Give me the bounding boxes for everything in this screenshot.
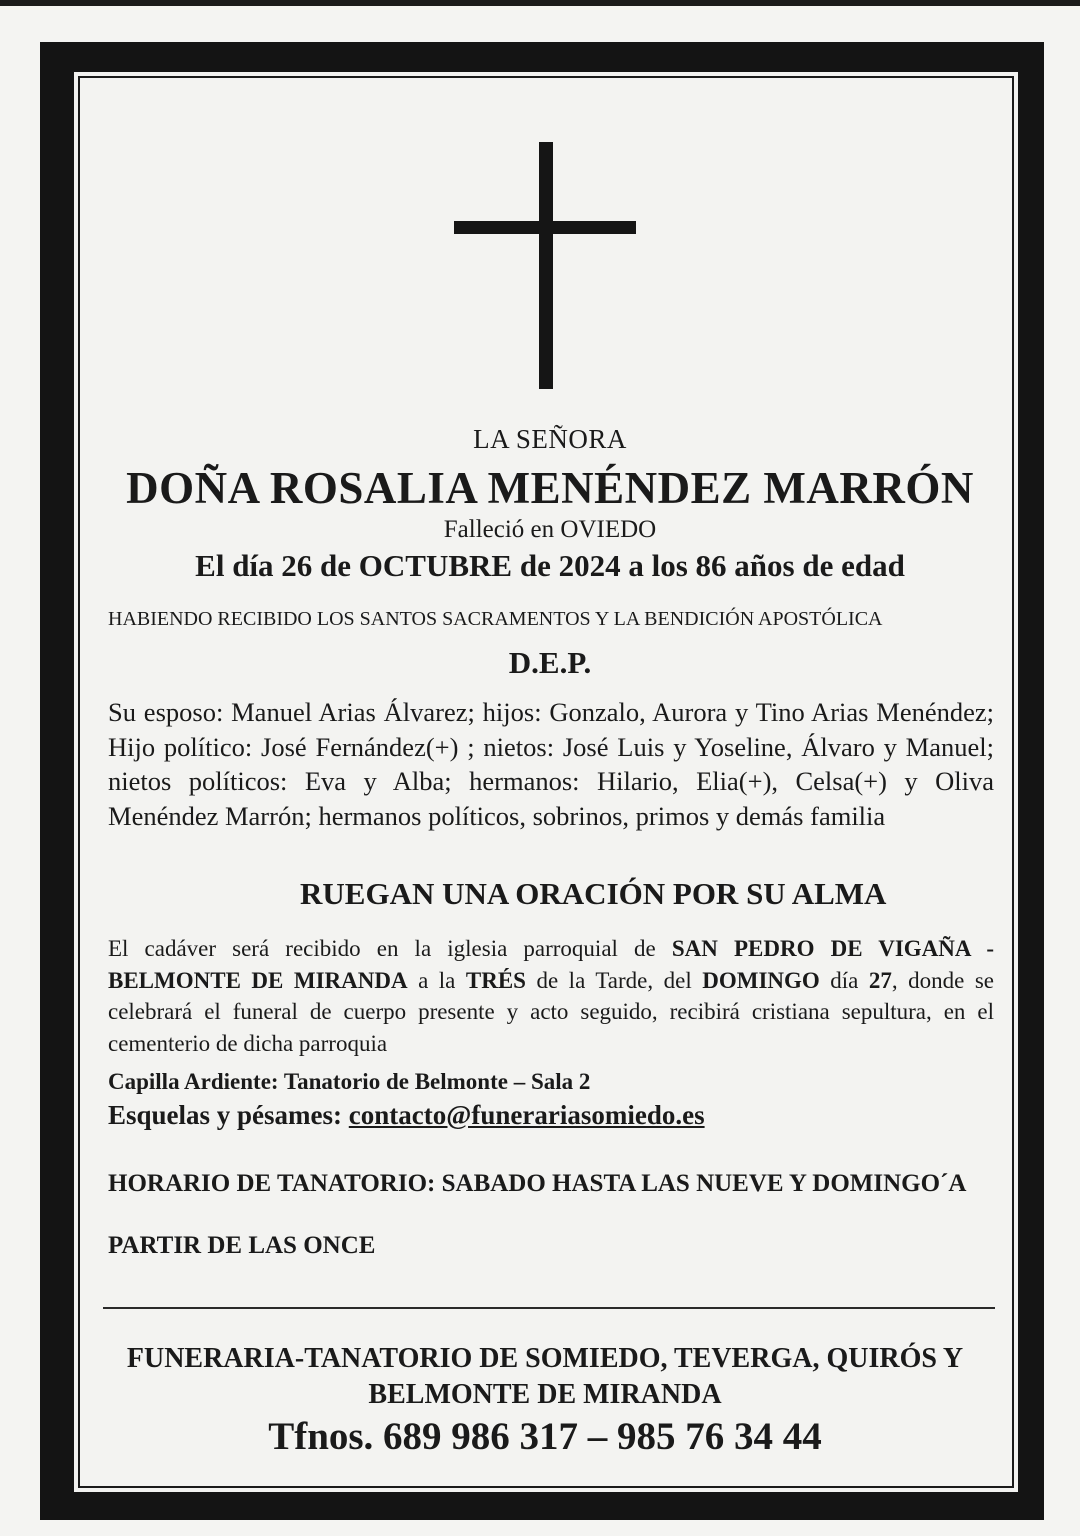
sacraments-line: HABIENDO RECIBIDO LOS SANTOS SACRAMENTOS Y LA BENDICIÓN APOSTÓLICA	[108, 608, 883, 630]
cross-icon	[539, 142, 553, 389]
deceased-name: DOÑA ROSALIA MENÉNDEZ MARRÓN	[126, 463, 974, 513]
funeral-text: El cadáver será recibido en la iglesia parroquial de	[108, 936, 672, 961]
funeral-weekday: DOMINGO	[702, 967, 820, 993]
funeral-home-name: FUNERARIA-TANATORIO DE SOMIEDO, TEVERGA, QUIRÓS Y	[126, 1343, 964, 1374]
condolences-line	[108, 1100, 705, 1131]
email-link[interactable]: contacto@funerariasomiedo.es	[348, 1100, 705, 1130]
prayer-request: RUEGAN UNA ORACIÓN POR SU ALMA	[300, 876, 887, 911]
hours-line-1: HORARIO DE TANATORIO: SABADO HASTA LAS NUEVE Y DOMINGO´A	[108, 1170, 967, 1197]
phone-numbers: Tfnos. 689 986 317 – 985 76 34 44	[268, 1415, 822, 1458]
title-prefix: LA SEÑORA	[473, 424, 627, 454]
place-of-death: Falleció en OVIEDO	[443, 516, 657, 543]
funeral-text: día	[819, 967, 869, 993]
chapel-line: Capilla Ardiente: Tanatorio de Belmonte – Sala 2	[108, 1069, 591, 1094]
condolences-label: Esquelas y pésames:	[108, 1100, 349, 1130]
funeral-text: , donde se celebrará el funeral de cuerpo presente y acto seguido, recibirá cristiana sepultura, en el cementerio de dicha parroquia	[108, 967, 995, 1056]
cross-icon-bar	[454, 221, 636, 234]
funeral-home-location: BELMONTE DE MIRANDA	[368, 1379, 722, 1410]
funeral-text: a la	[407, 967, 466, 993]
church-name: SAN PEDRO DE VIGAÑA - BELMONTE DE MIRANDA	[108, 936, 995, 993]
funeral-details	[108, 933, 994, 1059]
funeral-day: 27	[868, 967, 892, 993]
divider	[103, 1307, 995, 1309]
date-of-death: El día 26 de OCTUBRE de 2024 a los 86 años de edad	[195, 548, 905, 583]
dep-heading: D.E.P.	[508, 645, 592, 680]
funeral-text: de la Tarde, del	[525, 967, 703, 993]
funeral-hour: TRÉS	[465, 967, 526, 993]
hours-line-2: PARTIR DE LAS ONCE	[108, 1232, 376, 1259]
family-paragraph: Su esposo: Manuel Arias Álvarez; hijos: Gonzalo, Aurora y Tino Arias Menéndez; Hijo político: José Fernández(+) ; nietos: José Luis y Yoseline, Álvaro y Manuel; nietos políticos: Eva y Alba; hermanos: Hilario, Elia(+), Celsa(+) y Oliva Menéndez Marrón; hermanos políticos, sobrinos, primos y demás familia	[108, 697, 994, 831]
top-edge-line	[0, 0, 1080, 6]
